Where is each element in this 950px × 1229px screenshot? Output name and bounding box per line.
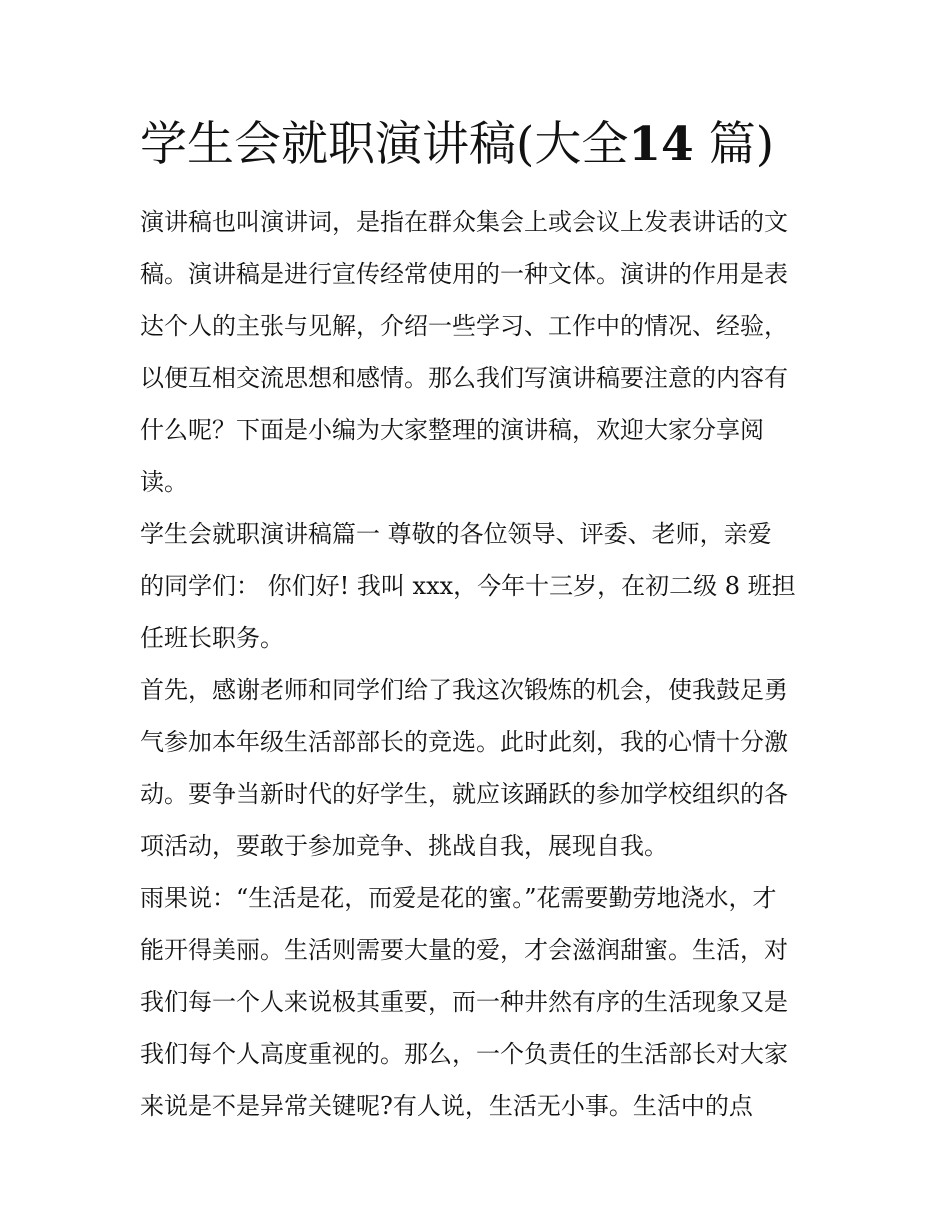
document-title xyxy=(140,112,840,178)
quote-paragraph xyxy=(140,872,812,1132)
text-line: 我们每个人高度重视的。那么，一个负责任的生活部长对大家 xyxy=(140,1040,788,1068)
text-line: 气参加本年级生活部部长的竞选。此时此刻，我的心情十分激 xyxy=(140,728,788,756)
text-line: 能开得美丽。生活则需要大量的爱，才会滋润甜蜜。生活，对 xyxy=(140,936,788,964)
text-line: 我们每一个人来说极其重要，而一种井然有序的生活现象又是 xyxy=(140,988,788,1016)
text-line: 演讲稿也叫演讲词，是指在群众集会上或会议上发表讲话的文 xyxy=(140,208,788,236)
title-number: 14 xyxy=(628,117,694,172)
text-line: 达个人的主张与见解，介绍一些学习、工作中的情况、经验， xyxy=(140,312,788,340)
document-body xyxy=(140,196,812,1132)
text-line: 稿。演讲稿是进行宣传经常使用的一种文体。演讲的作用是表 xyxy=(140,260,788,288)
text-line: 项活动，要敢于参加竞争、挑战自我，展现自我。 xyxy=(140,832,668,860)
thanks-paragraph xyxy=(140,664,812,872)
text-line: 学生会就职演讲稿篇一 尊敬的各位领导、评委、老师，亲爱 xyxy=(140,520,772,548)
text-line: 什么呢？下面是小编为大家整理的演讲稿，欢迎大家分享阅 xyxy=(140,416,764,444)
text-line: 首先，感谢老师和同学们给了我这次锻炼的机会，使我鼓足勇 xyxy=(140,676,788,704)
text-line: 任班长职务。 xyxy=(140,624,284,652)
text-line: 来说是不是异常关键呢?有人说，生活无小事。生活中的点 xyxy=(140,1092,753,1120)
title-main: 学生会就职演讲稿(大全 xyxy=(140,117,629,172)
text-line: 的同学们： 你们好! 我叫 xxx，今年十三岁，在初二级 8 班担 xyxy=(140,572,796,600)
text-line: 以便互相交流思想和感情。那么我们写演讲稿要注意的内容有 xyxy=(140,364,788,392)
text-line: 雨果说：“生活是花，而爱是花的蜜。”花需要勤劳地浇水，才 xyxy=(140,884,777,912)
intro-paragraph xyxy=(140,196,812,508)
text-line: 动。要争当新时代的好学生，就应该踊跃的参加学校组织的各 xyxy=(140,780,788,808)
title-end: 篇) xyxy=(708,117,775,172)
speech-opening-paragraph xyxy=(140,508,812,664)
text-line: 读。 xyxy=(140,468,188,496)
